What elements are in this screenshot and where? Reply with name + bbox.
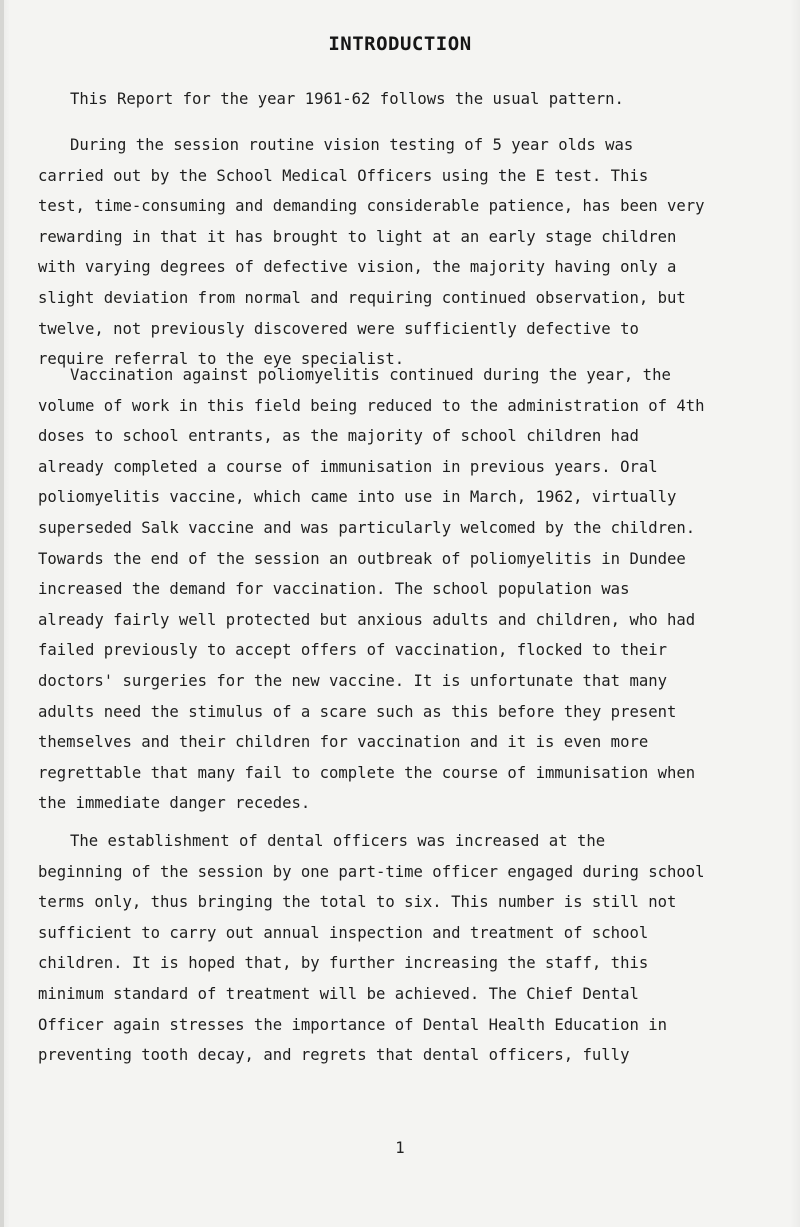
paragraph-line: poliomyelitis vaccine, which came into use in March, 1962, virtually [38, 488, 677, 507]
paragraph-line: During the session routine vision testing of 5 year olds was [70, 136, 634, 154]
paragraph-line: volume of work in this field being reduced to the administration of 4th [38, 396, 705, 415]
paragraph-line: themselves and their children for vaccination and it is even more [38, 733, 649, 752]
paragraph-line: twelve, not previously discovered were sufficiently defective to [38, 319, 639, 338]
paragraph-vision-testing [38, 130, 773, 375]
page-title: INTRODUCTION [328, 33, 472, 55]
paragraph-line: minimum standard of treatment will be achieved. The Chief Dental [38, 984, 639, 1003]
paragraph-line: slight deviation from normal and requiring continued observation, but [38, 288, 686, 307]
paragraph-line: beginning of the session by one part-time officer engaged during school [38, 862, 705, 881]
paragraph-line: failed previously to accept offers of vaccination, flocked to their [38, 641, 668, 660]
paragraph-line: test, time-consuming and demanding considerable patience, has been very [38, 197, 705, 216]
paragraph-line: with varying degrees of defective vision, the majority having only a [38, 258, 677, 277]
paragraph-line: rewarding in that it has brought to light at an early stage children [38, 227, 677, 246]
paragraph-line: doses to school entrants, as the majority of school children had [38, 427, 639, 446]
paragraph-line: carried out by the School Medical Officers using the E test. This [38, 166, 649, 185]
paragraph-line: preventing tooth decay, and regrets that dental officers, fully [38, 1046, 630, 1065]
paragraph-line: This Report for the year 1961-62 follows the usual pattern. [70, 90, 624, 108]
paragraph-line: terms only, thus bringing the total to six. This number is still not [38, 893, 677, 912]
paragraph-line: sufficient to carry out annual inspection and treatment of school [38, 923, 649, 942]
paragraph-line: regrettable that many fail to complete the course of immunisation when [38, 763, 696, 782]
paragraph-line: children. It is hoped that, by further increasing the staff, this [38, 954, 649, 973]
paragraph-line: adults need the stimulus of a scare such as this before they present [38, 702, 677, 721]
paragraph-line: already fairly well protected but anxious adults and children, who had [38, 610, 696, 629]
paragraph-line: the immediate danger recedes. [38, 794, 311, 813]
paragraph-line: already completed a course of immunisation in previous years. Oral [38, 457, 658, 476]
paragraph-line: Towards the end of the session an outbreak of poliomyelitis in Dundee [38, 549, 686, 568]
paragraph-line: superseded Salk vaccine and was particularly welcomed by the children. [38, 518, 696, 537]
paragraph-intro [38, 84, 773, 115]
paragraph-poliomyelitis [38, 360, 773, 819]
paragraph-line: increased the demand for vaccination. The school population was [38, 580, 630, 599]
paragraph-line: doctors' surgeries for the new vaccine. It is unfortunate that many [38, 671, 668, 690]
page-edge-shadow [0, 0, 4, 1227]
paragraph-dental-officers [38, 826, 773, 1071]
paragraph-line: The establishment of dental officers was increased at the [70, 832, 606, 850]
paragraph-line: Officer again stresses the importance of Dental Health Education in [38, 1015, 668, 1034]
paragraph-line: require referral to the eye specialist. [38, 350, 405, 369]
paragraph-line: Vaccination against poliomyelitis continued during the year, the [70, 366, 671, 384]
page-number: 1 [395, 1139, 405, 1157]
